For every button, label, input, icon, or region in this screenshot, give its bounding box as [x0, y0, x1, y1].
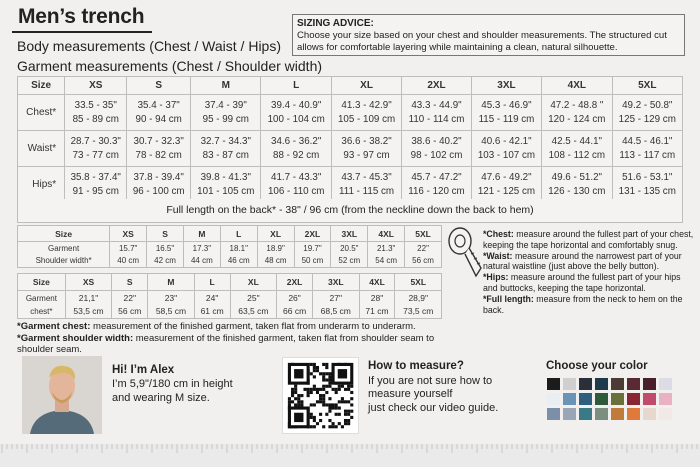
note-shoulder-text: measurement of the finished garment, taken flat from shoulder seam to shoulder seam. — [17, 332, 435, 355]
measurement-cell — [220, 242, 257, 268]
value-cm: 103 - 107 cm — [477, 149, 536, 161]
value-cm: 95 - 99 cm — [202, 113, 249, 125]
size-header: Size — [18, 77, 65, 95]
row-label: Chest* — [18, 95, 65, 131]
size-col: 5XL — [405, 226, 442, 242]
sizing-advice-box — [292, 14, 685, 56]
value-cm: 106 - 110 cm — [267, 185, 325, 197]
value-cm: 120 - 124 cm — [548, 113, 606, 125]
row-label: Hips* — [18, 167, 65, 203]
color-swatch[interactable] — [643, 408, 656, 420]
value-in: 30.7 - 32.3" — [133, 135, 184, 147]
color-swatch[interactable] — [611, 393, 624, 405]
value-cm: 98 - 102 cm — [410, 149, 463, 161]
table-row — [18, 242, 442, 268]
full-length-note: Full length on the back* - 38" / 96 cm (from the neckline down the back to hem) — [17, 199, 683, 223]
sizing-advice-heading: SIZING ADVICE: — [297, 18, 374, 29]
value-in: 37.8 - 39.4" — [133, 171, 184, 183]
value-cm: 93 - 97 cm — [343, 149, 390, 161]
value-in: 20.5" — [340, 243, 359, 253]
measurement-cell — [542, 95, 612, 131]
value-cm: 61 cm — [200, 305, 224, 316]
measure-hips-text: measure around the fullest part of your hips and buttocks, keeping the tape horizontal. — [483, 272, 681, 293]
value-cm: 54 cm — [375, 255, 398, 265]
measurement-cell — [612, 131, 682, 167]
garment-shoulder-table — [17, 225, 442, 268]
value-cm: 58,5 cm — [155, 305, 187, 316]
measure-chest-label: *Chest: — [483, 229, 514, 239]
size-col: 2XL — [294, 226, 331, 242]
color-swatch[interactable] — [579, 393, 592, 405]
measurement-cell — [542, 167, 612, 203]
size-col: L — [194, 274, 230, 291]
measurement-cell — [331, 95, 401, 131]
size-col: 4XL — [359, 274, 395, 291]
measurement-cell — [261, 131, 331, 167]
measure-chest-text: measure around the fullest part of your chest, keeping the tape horizontal and comfortably snug. — [483, 229, 694, 250]
value-in: 41.3 - 42.9" — [341, 99, 392, 111]
value-cm: 115 - 119 cm — [478, 113, 535, 125]
measure-waist-label: *Waist: — [483, 250, 513, 261]
measuring-tape-icon — [447, 224, 487, 280]
value-cm: 44 cm — [190, 255, 213, 265]
color-swatch[interactable] — [579, 408, 592, 420]
value-cm: 121 - 125 cm — [477, 185, 536, 197]
value-cm: 46 cm — [227, 255, 250, 265]
model-height: I’m 5,9"/180 cm in height — [112, 378, 233, 390]
color-heading: Choose your color — [546, 360, 648, 372]
measurement-cell — [127, 95, 191, 131]
measurement-cell — [112, 291, 148, 319]
measurement-cell — [359, 291, 395, 319]
sizing-advice-text: Choose your size based on your chest and shoulder measurements. The structured cut allows for comfortable layering while maintaining a clean, natural silhouette. — [297, 30, 667, 53]
measurement-cell — [331, 242, 368, 268]
value-in: 45.3 - 46.9" — [481, 99, 532, 111]
measurement-cell — [127, 167, 191, 203]
color-swatch[interactable] — [595, 378, 608, 390]
size-col: 3XL — [331, 226, 368, 242]
value-in: 23" — [164, 292, 178, 303]
color-swatch[interactable] — [563, 378, 576, 390]
value-in: 21,1" — [78, 292, 99, 303]
measurement-cell — [471, 131, 541, 167]
measure-length-label: *Full length: — [483, 293, 534, 304]
size-col: S — [112, 274, 148, 291]
value-cm: 78 - 82 cm — [135, 149, 182, 161]
color-swatch[interactable] — [563, 408, 576, 420]
how-to-measure-notes — [483, 229, 695, 315]
value-cm: 71 cm — [365, 305, 389, 316]
size-col: 5XL — [612, 77, 682, 95]
value-in: 47.2 - 48.8 " — [550, 99, 604, 111]
measurement-cell — [331, 167, 401, 203]
value-in: 15.7" — [118, 243, 138, 253]
measurement-cell — [368, 242, 405, 268]
value-in: 18.1" — [229, 243, 248, 253]
table-row — [18, 167, 683, 203]
color-swatch[interactable] — [563, 393, 576, 405]
size-col: S — [147, 226, 184, 242]
value-in: 42.5 - 44.1" — [551, 135, 602, 147]
value-in: 35.8 - 37.4" — [70, 171, 121, 183]
row-label-2: Shoulder width* — [35, 255, 92, 265]
row-label-1: Garment — [25, 293, 57, 303]
value-in: 49.2 - 50.8" — [622, 99, 673, 111]
value-cm: 83 - 87 cm — [202, 149, 249, 161]
measurement-cell — [294, 242, 331, 268]
value-in: 26" — [288, 292, 301, 303]
measure-hips-label: *Hips: — [483, 272, 509, 283]
page-title: Men’s trench — [12, 5, 152, 33]
table-header-row — [18, 274, 442, 291]
value-in: 25" — [247, 292, 260, 303]
measurement-cell — [191, 95, 261, 131]
measurement-cell — [405, 242, 442, 268]
value-in: 22" — [123, 292, 136, 303]
color-swatch[interactable] — [611, 378, 624, 390]
color-swatch[interactable] — [547, 393, 560, 405]
value-cm: 73,5 cm — [403, 305, 434, 316]
value-in: 43.3 - 44.9" — [411, 99, 462, 111]
value-cm: 48 cm — [264, 255, 287, 265]
measurement-cell — [191, 167, 261, 203]
size-col: 2XL — [402, 77, 472, 95]
size-col: M — [183, 226, 220, 242]
value-in: 28,9" — [408, 292, 429, 303]
measurement-cell — [471, 95, 541, 131]
value-cm: 105 - 109 cm — [337, 113, 396, 125]
measurement-cell — [148, 291, 194, 319]
size-col: XL — [331, 77, 401, 95]
model-size: and wearing M size. — [112, 392, 210, 404]
value-in: 21.3" — [376, 243, 396, 253]
value-cm: 131 - 135 cm — [618, 185, 676, 197]
body-measurements-table — [17, 76, 683, 203]
value-cm: 68,5 cm — [320, 305, 351, 316]
table-row — [18, 95, 683, 131]
value-in: 19.7" — [303, 243, 322, 253]
measurement-cell — [191, 131, 261, 167]
value-cm: 108 - 112 cm — [548, 149, 606, 161]
value-cm: 56 cm — [412, 255, 434, 265]
size-col: XS — [65, 274, 111, 291]
how-line: If you are not sure how to — [368, 374, 493, 387]
size-col: 4XL — [542, 77, 612, 95]
measurement-cell — [147, 242, 184, 268]
size-col: XL — [230, 274, 276, 291]
value-in: 39.4 - 40.9" — [271, 99, 322, 111]
value-in: 47.6 - 49.2" — [481, 171, 532, 183]
value-in: 28.7 - 30.3" — [70, 135, 121, 147]
measure-waist-text: measure around the narrowest part of your natural waistline (just above the belly button). — [483, 250, 682, 272]
row-label — [18, 242, 110, 268]
value-in: 39.8 - 41.3" — [200, 171, 251, 183]
measurement-cell — [65, 167, 127, 203]
size-col: XS — [65, 77, 127, 95]
value-in: 37.4 - 39" — [204, 99, 247, 111]
color-swatch[interactable] — [627, 393, 640, 405]
measurement-cell — [261, 95, 331, 131]
value-cm: 126 - 130 cm — [548, 185, 606, 197]
size-col: 5XL — [395, 274, 442, 291]
value-in: 34.6 - 36.2" — [271, 135, 322, 147]
ruler-decoration — [0, 444, 700, 467]
note-chest-label: *Garment chest: — [17, 321, 91, 332]
table-header-row — [18, 226, 442, 242]
size-col: XL — [257, 226, 294, 242]
value-in: 27" — [329, 292, 343, 303]
value-in: 32.7 - 34.3" — [200, 135, 251, 147]
value-cm: 66 cm — [283, 305, 307, 316]
measurement-cell — [542, 131, 612, 167]
value-in: 38.6 - 40.2" — [411, 135, 462, 147]
value-cm: 88 - 92 cm — [273, 149, 320, 161]
row-label-1: Garment — [48, 243, 80, 253]
value-in: 36.6 - 38.2" — [341, 135, 392, 147]
body-measurements-heading: Body measurements (Chest / Waist / Hips) — [17, 38, 282, 54]
size-col: 2XL — [277, 274, 313, 291]
measurement-cell — [183, 242, 220, 268]
value-cm: 90 - 94 cm — [135, 113, 182, 125]
size-col: 4XL — [368, 226, 405, 242]
value-in: 18.9" — [266, 243, 285, 253]
how-heading: How to measure? — [368, 360, 464, 372]
value-cm: 40 cm — [117, 255, 140, 265]
size-col: M — [148, 274, 194, 291]
measurement-cell — [65, 131, 127, 167]
value-cm: 53,5 cm — [73, 305, 104, 316]
garment-notes — [17, 321, 447, 356]
size-col: L — [261, 77, 331, 95]
measurement-cell — [402, 167, 472, 203]
value-cm: 42 cm — [154, 255, 176, 265]
color-swatch[interactable] — [627, 378, 640, 390]
value-cm: 50 cm — [301, 255, 324, 265]
value-cm: 111 - 115 cm — [339, 185, 395, 197]
measurement-cell — [395, 291, 442, 319]
how-to-measure-block — [368, 360, 498, 415]
color-swatch[interactable] — [659, 393, 672, 405]
model-info — [112, 363, 233, 405]
model-photo — [22, 356, 102, 434]
value-in: 41.7 - 43.3" — [271, 171, 322, 183]
table-row — [18, 291, 442, 319]
value-cm: 101 - 105 cm — [197, 185, 255, 197]
size-header: Size — [18, 226, 110, 242]
value-cm: 52 cm — [338, 255, 361, 265]
color-swatch[interactable] — [611, 408, 624, 420]
measurement-cell — [257, 242, 294, 268]
value-cm: 56 cm — [118, 305, 142, 316]
measurement-cell — [612, 95, 682, 131]
table-row — [18, 131, 683, 167]
table-header-row — [18, 77, 683, 95]
model-heading: Hi! I’m Alex — [112, 364, 175, 376]
value-cm: 96 - 100 cm — [132, 185, 185, 197]
value-cm: 116 - 120 cm — [408, 185, 465, 197]
color-swatches — [547, 378, 667, 420]
row-label — [18, 291, 66, 319]
value-in: 43.7 - 45.3" — [341, 171, 392, 183]
measurement-cell — [402, 131, 472, 167]
size-col: XS — [110, 226, 147, 242]
color-swatch[interactable] — [547, 408, 560, 420]
color-swatch[interactable] — [643, 378, 656, 390]
value-cm: 125 - 129 cm — [618, 113, 676, 125]
measurement-cell — [277, 291, 313, 319]
value-in: 45.7 - 47.2" — [411, 171, 462, 183]
value-in: 35.4 - 37" — [137, 99, 180, 111]
measurement-cell — [127, 131, 191, 167]
value-in: 49.6 - 51.2" — [551, 171, 602, 183]
size-col: M — [191, 77, 261, 95]
measurement-cell — [331, 131, 401, 167]
measurement-cell — [65, 291, 111, 319]
value-cm: 91 - 95 cm — [72, 185, 119, 197]
color-swatch[interactable] — [547, 378, 560, 390]
measure-length-text: measure from the neck to hem on the back. — [483, 293, 683, 315]
value-cm: 110 - 114 cm — [408, 113, 465, 125]
garment-chest-table — [17, 273, 442, 319]
value-cm: 73 - 77 cm — [72, 149, 119, 161]
color-swatch[interactable] — [643, 393, 656, 405]
measurement-cell — [230, 291, 276, 319]
color-swatch[interactable] — [659, 408, 672, 420]
value-in: 40.6 - 42.1" — [481, 135, 532, 147]
note-shoulder-label: *Garment shoulder width: — [17, 332, 134, 344]
color-swatch[interactable] — [659, 378, 672, 390]
how-line: just check our video guide. — [368, 401, 499, 414]
size-col: S — [127, 77, 191, 95]
color-swatch[interactable] — [579, 378, 592, 390]
measurement-cell — [110, 242, 147, 268]
size-col: 3XL — [471, 77, 541, 95]
value-cm: 63,5 cm — [238, 305, 269, 316]
how-line: measure yourself — [368, 388, 453, 400]
row-label-2: chest* — [30, 306, 53, 316]
color-swatch[interactable] — [627, 408, 640, 420]
measurement-cell — [471, 167, 541, 203]
size-header: Size — [18, 274, 66, 291]
value-in: 17.3" — [192, 243, 212, 253]
value-cm: 100 - 104 cm — [267, 113, 325, 125]
measurement-cell — [65, 95, 127, 131]
value-in: 24" — [205, 292, 219, 303]
size-col: 3XL — [313, 274, 359, 291]
value-cm: 85 - 89 cm — [72, 113, 119, 125]
note-chest-text: measurement of the finished garment, taken flat from underarm to underarm. — [90, 321, 416, 332]
color-swatch[interactable] — [595, 393, 608, 405]
measurement-cell — [612, 167, 682, 203]
measurement-cell — [194, 291, 230, 319]
measurement-cell — [402, 95, 472, 131]
measurement-cell — [261, 167, 331, 203]
measurement-cell — [313, 291, 359, 319]
value-in: 51.6 - 53.1" — [622, 171, 673, 183]
value-in: 16.5" — [155, 243, 175, 253]
row-label: Waist* — [18, 131, 65, 167]
color-swatch[interactable] — [595, 408, 608, 420]
garment-measurements-heading: Garment measurements (Chest / Shoulder width) — [17, 58, 323, 74]
qr-code-icon[interactable] — [282, 357, 359, 434]
value-in: 33.5 - 35" — [74, 99, 117, 111]
size-col: L — [220, 226, 257, 242]
value-in: 22" — [417, 243, 429, 253]
value-in: 44.5 - 46.1" — [622, 135, 673, 147]
value-cm: 113 - 117 cm — [619, 149, 676, 161]
value-in: 28" — [370, 292, 384, 303]
